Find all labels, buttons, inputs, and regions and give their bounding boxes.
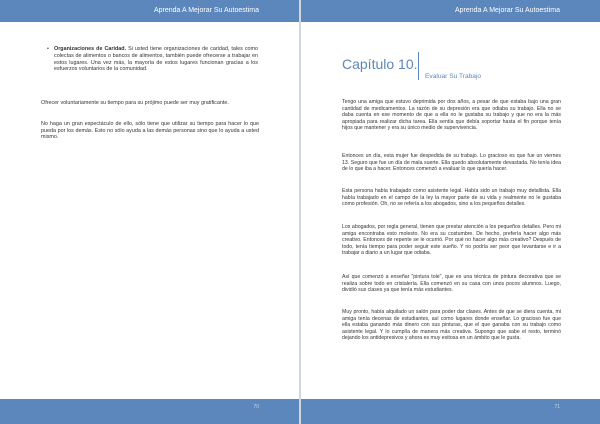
paragraph: Ofrecer voluntariamente su tiempo para su prójimo puede ser muy gratificante. bbox=[41, 100, 229, 106]
paragraph: Así que comenzó a enseñar "pintura tole", que es una técnica de pintura decorativa que se realiza sobre todo en cristalería. Ella comenzó en su casa con unos pocos alumnos. Luego, dividió sus clases ya que tenía más estudiantes. bbox=[342, 274, 561, 294]
page-header: Aprenda A Mejorar Su Autoestima bbox=[301, 0, 600, 22]
chapter-subtitle: Evaluar Su Trabajo bbox=[425, 73, 482, 80]
paragraph: No haga un gran espectáculo de ello, sólo tiene que utilizar su tiempo para hacer lo que pueda por los demás. Esto no sólo ayuda a las demás personas sino que lo ayuda a usted mismo. bbox=[41, 121, 259, 141]
page-footer bbox=[301, 399, 600, 424]
page-footer bbox=[0, 399, 299, 424]
paragraph: Los abogados, por regla general, tienen que prestar atención a los pequeños detalles. Pero mi amiga encontraba esto molesto. No era su costumbre. De hecho, prefería hacer algo más creativo. Entonces de repente se le ocurrió. Por qué no hacer algo más creativo? Después de todo, tenía tiempo para poder seguir este sueño. Y no podría ser peor que levantarse e ir a trabajar a diario a un lugar que odiaba. bbox=[342, 224, 561, 257]
bullet-item bbox=[47, 46, 259, 73]
chapter-divider bbox=[418, 52, 419, 80]
page-number: 71 bbox=[554, 404, 560, 410]
left-page bbox=[0, 0, 299, 424]
bullet-marker: • bbox=[47, 46, 49, 52]
bullet-text: Si usted tiene organizaciones de caridad, tales como colectas de alimentos o bancos de alimentos, también puede ofrecerse a trabajar en estos lugares. Una vez más, la mayoría de estos lugares funcionan gracias a los esfuerzos voluntarios de la comunidad. bbox=[54, 46, 259, 73]
chapter-title: Capítulo 10. bbox=[342, 56, 418, 72]
paragraph: Tengo una amiga que estuvo deprimida por dos años, a pesar de que estaba bajo una gran cantidad de medicamentos. La razón de su depresión era que odiaba su trabajo. Ella no se daba cuenta en ese momento de que a ella no le gustaba su trabajo y que no era la más apropiada para realizar dicha tarea. Ella sentía que debía soportar hasta el fin porque tenía hijos que mantener y era su único medio de supervivencia. bbox=[342, 99, 561, 132]
paragraph: Esta persona había trabajado como asistente legal. Había sido un trabajo muy detallista. Ella había trabajado en el campo de la ley la mayor parte de su vida y realmente no le gustaba como profesión. Oh, no se refería a los abogados, sino a los pequeños detalles. bbox=[342, 188, 561, 208]
paragraph: Entonces un día, esta mujer fue despedida de su trabajo. Lo gracioso es que fue un viernes 13. Seguro que fue un día de mala suerte. Ella quedo absolutamente devastada. No tenía idea de lo que iba a hacer. Entonces comenzó a evaluar lo que quería hacer. bbox=[342, 153, 561, 173]
right-page bbox=[301, 0, 600, 424]
paragraph: Muy pronto, había alquilado un salón para poder dar clases. Antes de que se diera cuenta, mi amiga tenía decenas de estudiantes, así como lugares donde enseñar. Lo gracioso fue que ella estaba ganando más dinero con sus pinturas, que el que ganaba con su trabajo como asistente legal. Y lo cumplía de manera más creativa. Supongo que sabe el resto, terminó dejando los antidepresivos y ahora es muy exitosa en un ámbito que le gusta. bbox=[342, 309, 561, 342]
bullet-bold-lead: Organizaciones de Caridad. bbox=[54, 46, 127, 52]
page-header: Aprenda A Mejorar Su Autoestima bbox=[0, 0, 299, 22]
page-number: 70 bbox=[253, 404, 259, 410]
